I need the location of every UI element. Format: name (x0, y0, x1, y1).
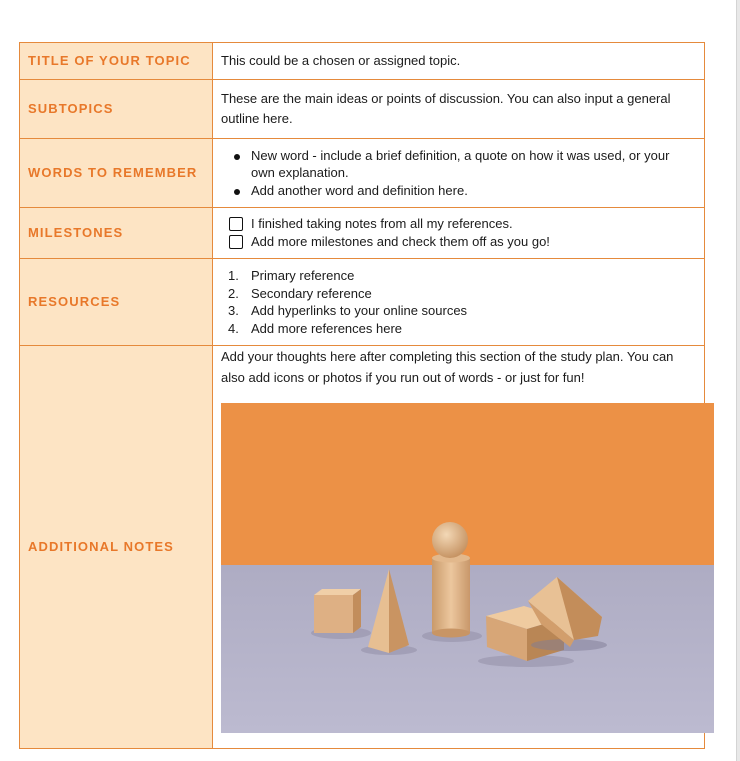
resource-text: Primary reference (251, 268, 355, 283)
resource-item (221, 302, 696, 320)
subtopics-cell[interactable] (213, 80, 705, 139)
title-text[interactable]: This could be a chosen or assigned topic. (213, 43, 705, 80)
page-edge (736, 0, 740, 761)
row-title (20, 43, 705, 80)
resource-item (221, 267, 696, 285)
row-milestones (20, 208, 705, 259)
words-list (221, 147, 696, 200)
resource-number: 1. (228, 268, 239, 283)
resource-text: Secondary reference (251, 285, 372, 301)
resource-item (221, 320, 696, 338)
row-resources (20, 259, 705, 346)
milestones-list (221, 215, 696, 251)
row-words (20, 139, 705, 208)
row-notes (20, 346, 705, 749)
milestone-checkbox[interactable] (229, 235, 243, 249)
resource-text: Add more references here (251, 320, 403, 336)
sphere-shape (432, 522, 468, 558)
wooden-shapes-photo (221, 403, 714, 733)
study-plan-table (19, 42, 705, 749)
subtopics-text: These are the main ideas or points of discussion. You can also input a general outline here. (221, 91, 671, 126)
subtopics-label: SUBTOPICS (20, 80, 213, 139)
words-label: WORDS TO REMEMBER (20, 139, 213, 208)
words-cell[interactable] (213, 139, 705, 208)
resource-text: Add hyperlinks to your online sources (251, 303, 468, 318)
resources-list (221, 267, 696, 337)
milestones-label: MILESTONES (20, 208, 213, 259)
resources-label: RESOURCES (20, 259, 213, 346)
resources-cell[interactable] (213, 259, 705, 346)
milestone-checkbox[interactable] (229, 217, 243, 231)
resource-number: 2. (228, 285, 239, 301)
word-item: New word - include a brief definition, a quote on how it was used, or your own explanation. (221, 147, 696, 182)
resource-item (221, 285, 696, 303)
notes-label: ADDITIONAL NOTES (20, 346, 213, 749)
row-subtopics (20, 80, 705, 139)
notes-cell[interactable] (213, 346, 705, 749)
title-label: TITLE OF YOUR TOPIC (20, 43, 213, 80)
milestone-text: I finished taking notes from all my references. (251, 216, 513, 231)
resource-number: 4. (228, 320, 239, 336)
milestone-item (221, 233, 696, 251)
notes-text: Add your thoughts here after completing this section of the study plan. You can also add icons or photos if you run out of words - or just for fun! (221, 349, 674, 385)
milestones-cell (213, 208, 705, 259)
resource-number: 3. (228, 303, 239, 318)
word-item: Add another word and definition here. (221, 182, 696, 200)
milestone-text: Add more milestones and check them off as you go! (251, 234, 550, 249)
milestone-item (221, 215, 696, 233)
